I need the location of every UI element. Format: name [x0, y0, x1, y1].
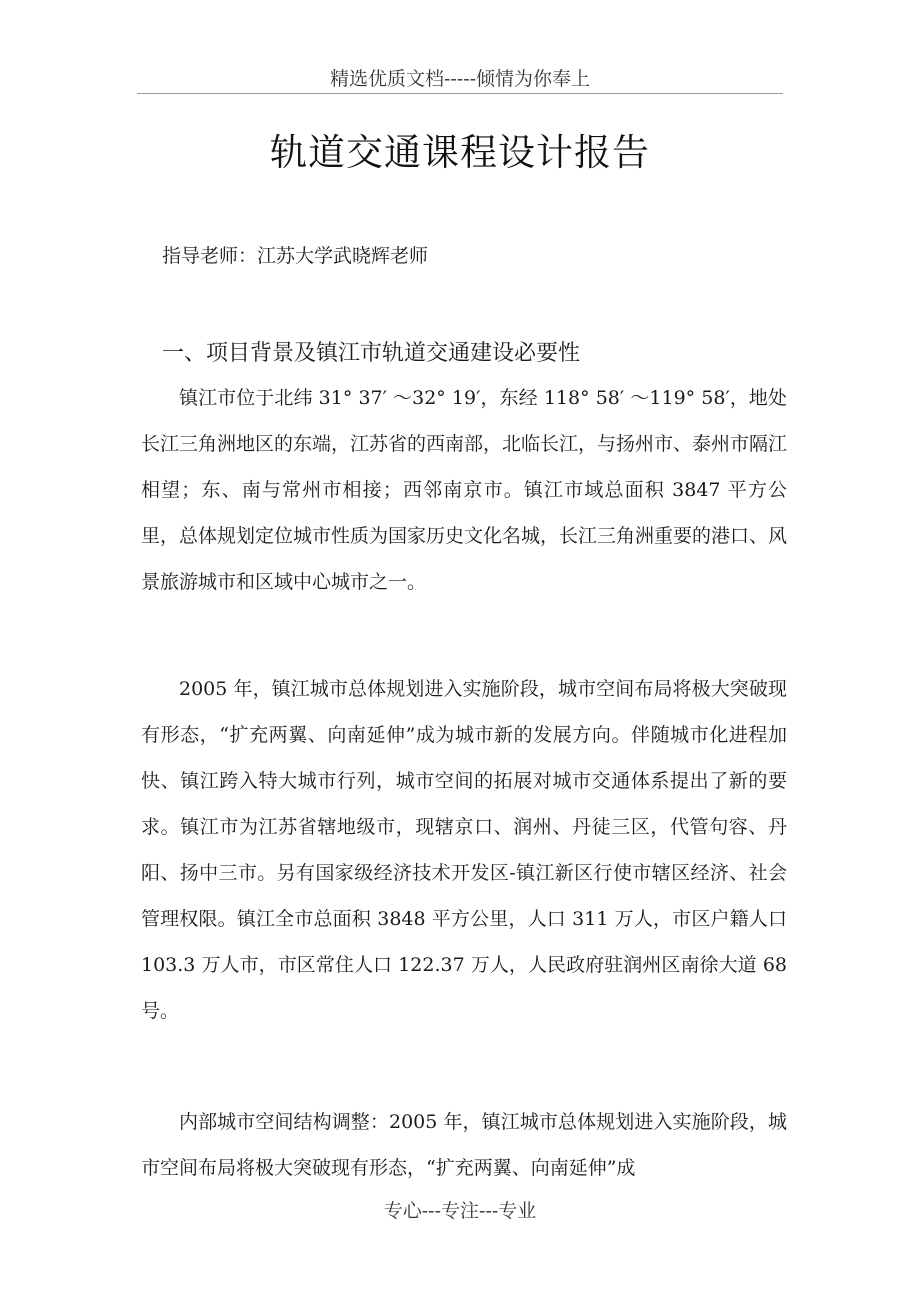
section-heading: 一、项目背景及镇江市轨道交通建设必要性 — [162, 341, 581, 366]
paragraph-spatial-structure: 内部城市空间结构调整：2005 年，镇江城市总体规划进入实施阶段，城市空间布局将极大突破现有形态，“扩充两翼、向南延伸”成 — [141, 1111, 787, 1179]
paragraph-location: 镇江市位于北纬 31° 37′ ～32° 19′，东经 118° 58′ ～119° 58′，地处长江三角洲地区的东端，江苏省的西南部，北临长江，与扬州市、泰州市隔江相望；东、南与常州市相接；西邻南京市。镇江市域总面积 3847 平方公里，总体规划定位城市性质为国家历史文化名城，长江三角洲重要的港口、风景旅游城市和区域中心城市之一。 — [141, 387, 788, 593]
document-title: 轨道交通课程设计报告 — [270, 131, 650, 174]
advisor-line: 指导老师：江苏大学武晓辉老师 — [162, 245, 429, 267]
paragraph-planning: 2005 年，镇江城市总体规划进入实施阶段，城市空间布局将极大突破现有形态，“扩充两翼、向南延伸”成为城市新的发展方向。伴随城市化进程加快、镇江跨入特大城市行列，城市空间的拓展对城市交通体系提出了新的要求。镇江市为江苏省辖地级市，现辖京口、润州、丹徒三区，代管句容、丹阳、扬中三市。另有国家级经济技术开发区-镇江新区行使市辖区经济、社会管理权限。镇江全市总面积 3848 平方公里，人口 311 万人，市区户籍人口 103.3 万人市，市区常住人口 122.37 万人，人民政府驻润州区南徐大道 68 号。 — [141, 678, 787, 1022]
page-footer: 专心---专注---专业 — [383, 1200, 537, 1222]
header-divider — [137, 93, 783, 94]
page-header: 精选优质文档-----倾情为你奉上 — [329, 68, 591, 90]
